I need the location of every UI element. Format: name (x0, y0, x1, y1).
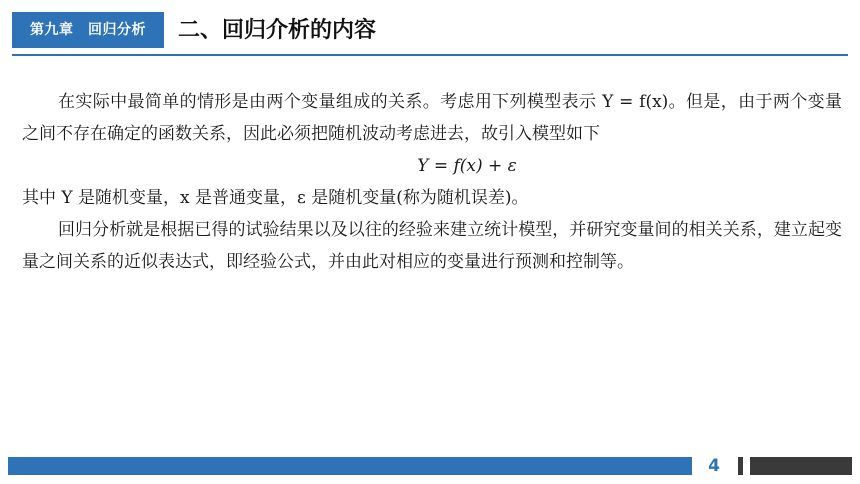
footer-dark-bar (750, 457, 852, 475)
paragraph-variable-definitions: 其中 Y 是随机变量，x 是普通变量，ε 是随机变量(称为随机误差)。 (22, 188, 529, 208)
paragraph-model-intro: 在实际中最简单的情形是由两个变量组成的关系。考虑用下列模型表示 Y = f(x)。但是，由于两个变量之间不存在确定的函数关系，因此必须把随机波动考虑进去，故引入模型如下 (22, 92, 842, 144)
slide-body (22, 86, 842, 278)
chapter-tag: 第九章 回归分析 (12, 12, 164, 48)
paragraph-regression-definition: 回归分析就是根据已得的试验结果以及以往的经验来建立统计模型，并研究变量间的相关关系，建立起变量之间关系的近似表达式，即经验公式，并由此对相应的变量进行预测和控制等。 (22, 220, 842, 272)
footer-marker (738, 457, 743, 475)
section-title: 二、回归介析的内容 (178, 18, 377, 43)
page-number: 4 (708, 456, 720, 476)
regression-formula: Y = f(x) + ε (417, 156, 517, 176)
header-divider (12, 54, 848, 56)
footer-accent-bar (8, 457, 692, 475)
